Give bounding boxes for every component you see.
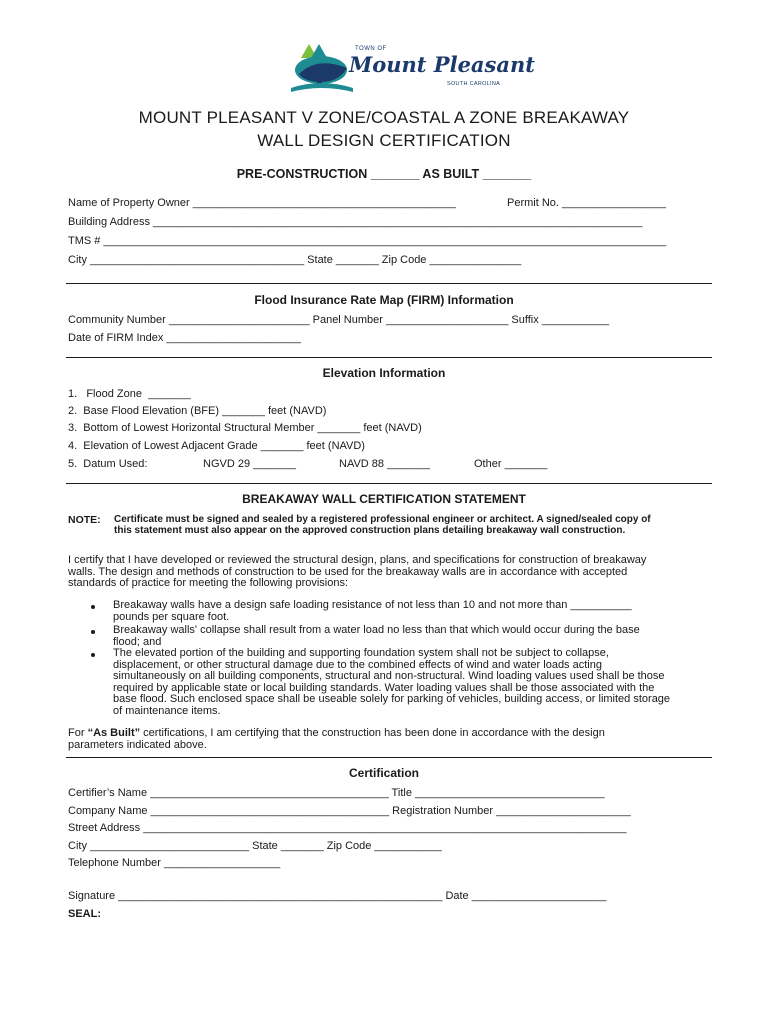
elevation-item-flood-zone[interactable]: 1. Flood Zone _______ (68, 388, 191, 400)
as-built-text: certifications, I am certifying that the construction has been done in accordance with the design parameters indicated above. (68, 727, 605, 751)
elevation-item-adjacent-grade[interactable]: 4. Elevation of Lowest Adjacent Grade _______ feet (NAVD) (68, 440, 365, 452)
street-address-field[interactable]: Street Address _______________________________________________________________________________ (68, 822, 627, 834)
note-label: NOTE: (68, 514, 101, 526)
datum-navd-field[interactable]: NAVD 88 _______ (339, 458, 430, 470)
elevation-item-structural-member[interactable]: 3. Bottom of Lowest Horizontal Structural Member _______ feet (NAVD) (68, 422, 422, 434)
as-built-paragraph (68, 728, 658, 751)
bullet-icon (91, 605, 95, 609)
datum-other-field[interactable]: Other _______ (474, 458, 548, 470)
construction-status-line: PRE-CONSTRUCTION _______ AS BUILT _______ (236, 167, 532, 181)
firm-heading: Flood Insurance Rate Map (FIRM) Information (254, 293, 514, 307)
telephone-field[interactable]: Telephone Number ___________________ (68, 857, 281, 869)
bullet-collapse-load: Breakaway walls' collapse shall result from a water load no less than that which would occur during the base flood; and (113, 624, 640, 648)
datum-ngvd-field[interactable]: NGVD 29 _______ (203, 458, 296, 470)
city-state-zip-field[interactable]: City ___________________________________ State _______ Zip Code _______________ (68, 254, 522, 266)
bullet-design-loading: Breakaway walls have a design safe loading resistance of not less than 10 and not more than __________ pounds per square foot. (113, 599, 632, 623)
certify-paragraph: I certify that I have developed or reviewed the structural design, plans, and specifications for construction of breakaway walls. The design and methods of construction to be used for the breakaway walls are in accordance with accepted standards of practice for meeting the following provisions: (68, 554, 647, 589)
logo-town-of: TOWN OF (355, 46, 387, 52)
tms-field[interactable]: TMS # ____________________________________________________________________________________________ (68, 235, 667, 247)
certifier-name-title-field[interactable]: Certifier’s Name _______________________________________ Title _______________________________ (68, 787, 605, 799)
divider (66, 283, 712, 284)
building-address-field[interactable]: Building Address ________________________________________________________________________________ (68, 216, 643, 228)
logo-state: SOUTH CAROLINA (447, 81, 501, 87)
divider (66, 757, 712, 758)
document-title-line-1: MOUNT PLEASANT V ZONE/COASTAL A ZONE BREAKAWAY (138, 108, 630, 127)
certification-heading: Certification (348, 766, 419, 780)
town-logo (287, 40, 535, 98)
bullet-icon (91, 630, 95, 634)
seal-label: SEAL: (68, 908, 101, 920)
datum-label: 5. Datum Used: (68, 458, 148, 470)
as-built-prefix: For (68, 727, 88, 739)
company-registration-field[interactable]: Company Name _______________________________________ Registration Number ______________________ (68, 805, 631, 817)
statement-heading: BREAKAWAY WALL CERTIFICATION STATEMENT (242, 492, 526, 506)
elevation-item-bfe[interactable]: 2. Base Flood Elevation (BFE) _______ feet (NAVD) (68, 405, 327, 417)
signature-date-field[interactable]: Signature _____________________________________________________ Date ______________________ (68, 890, 607, 902)
cert-city-state-zip-field[interactable]: City __________________________ State _______ Zip Code ___________ (68, 840, 442, 852)
logo-name: Mount Pleasant (349, 52, 535, 77)
bullet-elevated-portion: The elevated portion of the building and supporting foundation system shall not be subject to collapse, displacement, or other structural damage due to the combined effects of wind and water loads acting simultaneously on all building components, structural and non-structural. Wind loading values used shall be those required by applicable state or local building standards. Water loading values shall be those associated with the base flood. Such enclosed space shall be useable solely for parking of vehicles, building access, or limited storage of maintenance items. (113, 647, 671, 717)
document-title-line-2: WALL DESIGN CERTIFICATION (257, 131, 511, 150)
permit-number-field[interactable]: Permit No. _________________ (507, 197, 667, 209)
firm-community-panel-suffix[interactable]: Community Number _______________________ Panel Number ____________________ Suffix ___________ (68, 314, 610, 326)
bullet-icon (91, 653, 95, 657)
divider (66, 357, 712, 358)
property-owner-field[interactable]: Name of Property Owner ___________________________________________ (68, 197, 456, 209)
firm-index-date[interactable]: Date of FIRM Index ______________________ (68, 332, 302, 344)
as-built-emphasis: “As Built” (87, 727, 141, 739)
oak-tree-icon (287, 40, 357, 98)
elevation-heading: Elevation Information (322, 366, 446, 380)
note-text: Certificate must be signed and sealed by a registered professional engineer or architect. A signed/sealed copy of this statement must also appear on the approved construction plans detailing breakaway wall construction. (114, 514, 651, 536)
divider (66, 483, 712, 484)
